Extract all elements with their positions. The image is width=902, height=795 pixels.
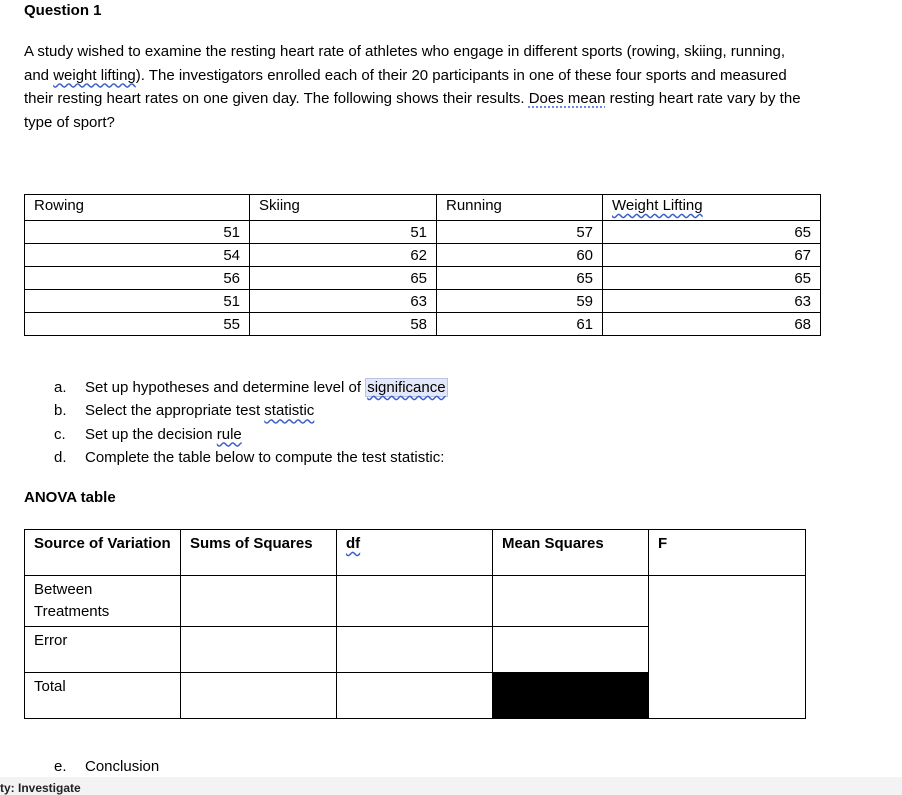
- intro-part-2: weight lifting: [53, 66, 136, 84]
- task-label: a.: [54, 379, 67, 396]
- anova-row-total: [25, 673, 806, 719]
- table-cell: 58: [250, 313, 437, 336]
- header-running: Running: [437, 195, 603, 221]
- task-tail: significance: [367, 379, 446, 396]
- table-cell: 68: [603, 313, 821, 336]
- table-cell: 65: [437, 267, 603, 290]
- task-list: [54, 376, 448, 469]
- anova-table: [24, 529, 806, 719]
- heart-rate-table: [24, 194, 821, 336]
- anova-header-f: F: [649, 530, 806, 576]
- header-skiing: Skiing: [250, 195, 437, 221]
- table-cell: 59: [437, 290, 603, 313]
- table-cell: 51: [25, 221, 250, 244]
- anova-ms-cell[interactable]: [493, 576, 649, 627]
- table-cell: 60: [437, 244, 603, 267]
- table-cell: 67: [603, 244, 821, 267]
- task-item-d: [54, 446, 448, 469]
- task-label: d.: [54, 448, 67, 466]
- intro-part-4: Does mean: [528, 90, 606, 108]
- anova-df-cell[interactable]: [337, 576, 493, 627]
- question-intro: [24, 40, 814, 135]
- table-cell: 54: [25, 244, 250, 267]
- task-text: Select the appropriate test: [85, 402, 265, 420]
- table-row: [25, 313, 821, 336]
- anova-header-source: Source of Variation: [25, 530, 181, 576]
- anova-df-cell[interactable]: [337, 673, 493, 719]
- task-label: c.: [54, 425, 66, 443]
- task-item-b: [54, 399, 448, 422]
- table-cell: 65: [603, 267, 821, 290]
- table-cell: 61: [437, 313, 603, 336]
- anova-ss-cell[interactable]: [181, 576, 337, 627]
- task-text: Set up the decision: [85, 425, 217, 443]
- anova-source-cell: Total: [25, 673, 181, 719]
- question-title: Question 1: [24, 2, 102, 19]
- anova-ms-cell[interactable]: [493, 627, 649, 673]
- table-row: [25, 290, 821, 313]
- anova-header-df: df: [337, 530, 493, 576]
- task-item-c: [54, 423, 448, 446]
- anova-f-cell[interactable]: [649, 576, 806, 627]
- header-rowing: Rowing: [25, 195, 250, 221]
- task-text: Complete the table below to compute the test statistic:: [85, 448, 445, 466]
- footer-text: ty: Investigate: [0, 781, 81, 795]
- task-item-a: [54, 376, 448, 399]
- header-weight-lifting: Weight Lifting: [603, 195, 821, 221]
- anova-ss-cell[interactable]: [181, 627, 337, 673]
- table-cell: 63: [250, 290, 437, 313]
- intro-part-3: ). The investigators enrolled each of their 20 participants in one of these four sports and measured their resting heart rates on one given day. The following shows their results.: [24, 66, 787, 108]
- anova-f-cell: [649, 673, 806, 719]
- conclusion-text: Conclusion: [85, 758, 160, 775]
- table-cell: 51: [25, 290, 250, 313]
- table-cell: 57: [437, 221, 603, 244]
- table-cell: 56: [25, 267, 250, 290]
- anova-source-cell: Between Treatments: [25, 576, 181, 627]
- anova-f-cell: [649, 627, 806, 673]
- table-cell: 63: [603, 290, 821, 313]
- table-row: [25, 244, 821, 267]
- table-row: [25, 267, 821, 290]
- anova-df-cell[interactable]: [337, 627, 493, 673]
- intro-part-5: resting heart rate vary by the type of sport?: [24, 90, 801, 132]
- conclusion-label: e.: [54, 758, 67, 775]
- table-cell: 62: [250, 244, 437, 267]
- anova-header-ms: Mean Squares: [493, 530, 649, 576]
- intro-part-1: A study wished to examine the resting heart rate of athletes who engage in different sports (rowing, skiing, running, and: [24, 43, 785, 84]
- table-header-row: [25, 195, 821, 221]
- table-cell: 55: [25, 313, 250, 336]
- table-cell: 51: [250, 221, 437, 244]
- anova-row-between: [25, 576, 806, 627]
- conclusion-item: [54, 755, 159, 778]
- anova-ms-blacked-cell: [493, 673, 649, 719]
- anova-ss-cell[interactable]: [181, 673, 337, 719]
- task-text: Set up hypotheses and determine level of: [85, 379, 366, 396]
- table-cell: 65: [250, 267, 437, 290]
- anova-title: ANOVA table: [24, 489, 116, 506]
- task-label: b.: [54, 402, 67, 420]
- anova-row-error: [25, 627, 806, 673]
- anova-header-ss: Sums of Squares: [181, 530, 337, 576]
- task-tail: statistic: [264, 402, 315, 420]
- table-row: [25, 221, 821, 244]
- anova-source-cell: Error: [25, 627, 181, 673]
- table-cell: 65: [603, 221, 821, 244]
- anova-header-row: [25, 530, 806, 576]
- footer-bar: [0, 777, 902, 795]
- task-tail: rule: [216, 425, 242, 443]
